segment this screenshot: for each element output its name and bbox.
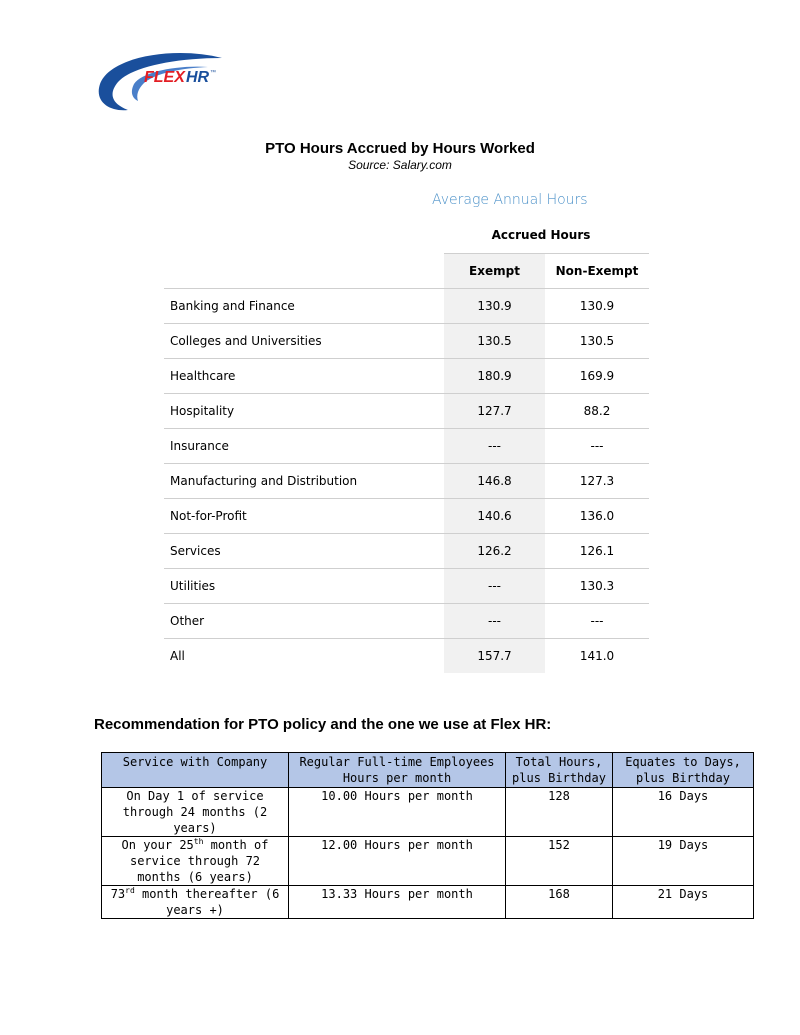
row-label: Other (164, 604, 444, 639)
ordinal-suffix: rd (125, 886, 135, 895)
row-label: All (170, 649, 185, 663)
row-label: Healthcare (164, 359, 444, 394)
exempt-value: 127.7 (444, 394, 545, 429)
table-row (164, 534, 649, 569)
group-header: Accrued Hours (491, 228, 591, 242)
service-text: month of service through 72 months (6 years) (129, 838, 269, 884)
service-text: On your 25 (121, 838, 194, 852)
table-row (164, 604, 649, 639)
nonexempt-value: 141.0 (579, 649, 615, 663)
total-cell: 152 (506, 837, 613, 886)
exempt-value: 146.8 (444, 464, 545, 499)
days-cell: 19 Days (613, 837, 754, 886)
exempt-value: 140.6 (444, 499, 545, 534)
table-row (164, 324, 649, 359)
nonexempt-value: 169.9 (545, 359, 649, 394)
policy-header-row (102, 753, 754, 788)
nonexempt-value: 130.5 (545, 324, 649, 359)
nonexempt-value: --- (545, 429, 649, 464)
hours-cell: 12.00 Hours per month (289, 837, 506, 886)
table-row (164, 464, 649, 499)
nonexempt-value: 136.0 (545, 499, 649, 534)
service-cell (102, 837, 289, 886)
flex-hr-logo (96, 50, 226, 116)
exempt-value: --- (444, 569, 545, 604)
policy-row (102, 837, 754, 886)
table-row (164, 639, 649, 674)
recommendation-heading: Recommendation for PTO policy and the one we use at Flex HR: (94, 716, 552, 733)
row-label: Insurance (164, 429, 444, 464)
header-empty (164, 254, 444, 289)
document-title: PTO Hours Accrued by Hours Worked (265, 140, 535, 157)
header-nonexempt: Non-Exempt (545, 254, 649, 289)
row-label: Colleges and Universities (164, 324, 444, 359)
exempt-value: --- (444, 604, 545, 639)
policy-row (102, 788, 754, 837)
exempt-value: 126.2 (444, 534, 545, 569)
nonexempt-value: 127.3 (545, 464, 649, 499)
service-text: month thereafter (6 years +) (134, 887, 280, 917)
header-total-hours: Total Hours, plus Birthday (506, 753, 613, 788)
days-cell: 21 Days (613, 886, 754, 919)
nonexempt-value: 126.1 (545, 534, 649, 569)
document-source: Source: Salary.com (348, 158, 452, 172)
policy-row (102, 886, 754, 919)
row-label: Manufacturing and Distribution (164, 464, 444, 499)
row-label: Hospitality (164, 394, 444, 429)
svg-text:™: ™ (210, 70, 216, 76)
table-header-row (164, 254, 649, 289)
row-label: Utilities (164, 569, 444, 604)
svg-text:FLEX: FLEX (144, 69, 185, 86)
nonexempt-value: 130.9 (545, 289, 649, 324)
exempt-value: 157.7 (444, 639, 545, 674)
total-cell: 128 (506, 788, 613, 837)
header-service: Service with Company (102, 753, 289, 788)
service-cell (102, 886, 289, 919)
nonexempt-value: 88.2 (545, 394, 649, 429)
hours-cell: 13.33 Hours per month (289, 886, 506, 919)
pto-policy-table (101, 752, 754, 919)
nonexempt-value: --- (545, 604, 649, 639)
table-row (164, 569, 649, 604)
table-row (164, 394, 649, 429)
exempt-value: 130.5 (444, 324, 545, 359)
hours-cell: 10.00 Hours per month (289, 788, 506, 837)
table-heading: Average Annual Hours (432, 192, 588, 208)
total-cell: 168 (506, 886, 613, 919)
nonexempt-value: 130.3 (545, 569, 649, 604)
ordinal-suffix: th (193, 837, 204, 846)
table-row (164, 289, 649, 324)
exempt-value: 130.9 (444, 289, 545, 324)
service-cell: On Day 1 of service through 24 months (2 years) (102, 788, 289, 837)
row-label: Banking and Finance (164, 289, 444, 324)
header-exempt: Exempt (444, 254, 545, 289)
exempt-value: --- (444, 429, 545, 464)
header-days: Equates to Days, plus Birthday (613, 753, 754, 788)
row-label: Services (164, 534, 444, 569)
table-row (164, 359, 649, 394)
exempt-value: 180.9 (444, 359, 545, 394)
table-row (164, 429, 649, 464)
days-cell: 16 Days (613, 788, 754, 837)
table-row (164, 499, 649, 534)
header-hours-per-month: Regular Full-time Employees Hours per month (289, 753, 506, 788)
pto-accrual-table (164, 253, 649, 673)
service-text: 73 (110, 887, 126, 901)
row-label: Not-for-Profit (164, 499, 444, 534)
svg-text:HR: HR (186, 69, 210, 86)
